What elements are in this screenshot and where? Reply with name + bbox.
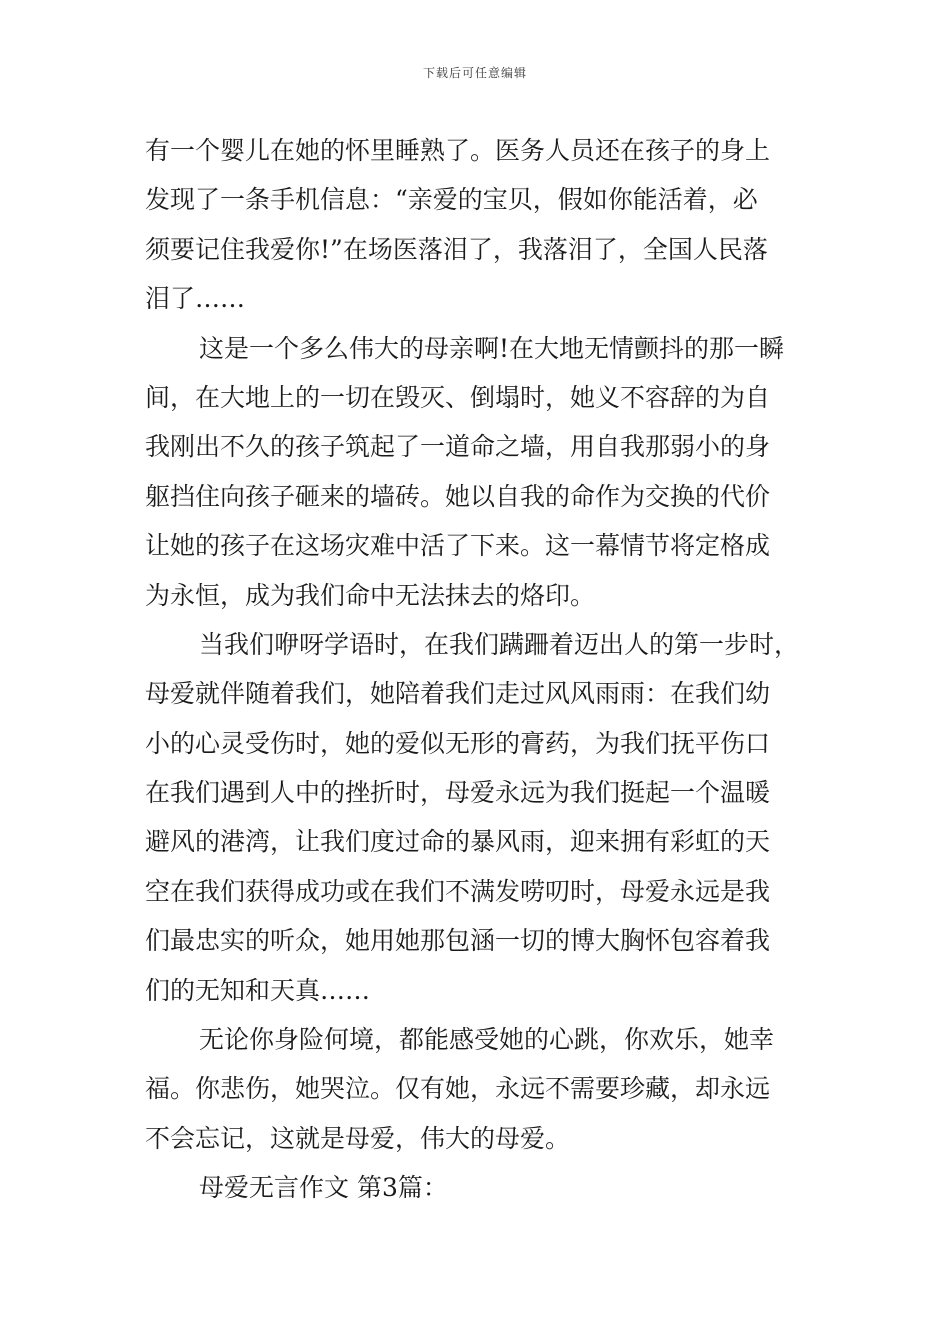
text-line-7: 我刚出不久的孩子筑起了一道命之墙，用自我那弱小的身 [145, 432, 771, 462]
text-line-8: 躯挡住向孩子砸来的墙砖。她以自我的命作为交换的代价 [145, 481, 771, 511]
text-line-3: 须要记住我爱你!”在场医落泪了，我落泪了，全国人民落 [145, 234, 768, 264]
text-line-19: 无论你身险何境，都能感受她的心跳，你欢乐，她幸 [199, 1025, 775, 1055]
document-body [145, 126, 815, 1213]
text-line-17: 们最忠实的听众，她用她那包涵一切的博大胸怀包容着我 [145, 926, 771, 956]
text-line-21: 不会忘记，这就是母爱，伟大的母爱。 [145, 1123, 571, 1153]
text-line-11: 当我们咿呀学语时，在我们蹒跚着迈出人的第一步时， [199, 629, 800, 659]
text-line-4: 泪了…… [145, 284, 246, 314]
text-line-13: 小的心灵受伤时，她的爱似无形的膏药，为我们抚平伤口 [145, 728, 771, 758]
page-header: 下载后可任意编辑 [422, 66, 527, 80]
section-heading: 母爱无言作文 第3篇： [199, 1173, 448, 1203]
text-line-16: 空在我们获得成功或在我们不满发唠叨时，母爱永远是我 [145, 876, 771, 906]
text-line-6: 间，在大地上的一切在毁灭、倒塌时，她义不容辞的为自 [145, 382, 771, 412]
text-line-9: 让她的孩子在这场灾难中活了下来。这一幕情节将定格成 [145, 531, 771, 561]
text-line-14: 在我们遇到人中的挫折时，母爱永远为我们挺起一个温暖 [145, 778, 771, 808]
text-line-2: 发现了一条手机信息：“亲爱的宝贝，假如你能活着，必 [145, 185, 758, 215]
text-line-15: 避风的港湾，让我们度过命的暴风雨，迎来拥有彩虹的天 [145, 827, 771, 857]
text-line-10: 为永恒，成为我们命中无法抹去的烙印。 [145, 580, 596, 610]
text-line-20: 福。你悲伤，她哭泣。仅有她，永远不需要珍藏，却永远 [145, 1074, 771, 1104]
text-line-5: 这是一个多么伟大的母亲啊!在大地无情颤抖的那一瞬 [199, 333, 785, 363]
text-line-18: 们的无知和天真…… [145, 975, 371, 1005]
text-line-12: 母爱就伴随着我们，她陪着我们走过风风雨雨：在我们幼 [145, 679, 771, 709]
text-line-1: 有一个婴儿在她的怀里睡熟了。医务人员还在孩子的身上 [145, 136, 771, 165]
